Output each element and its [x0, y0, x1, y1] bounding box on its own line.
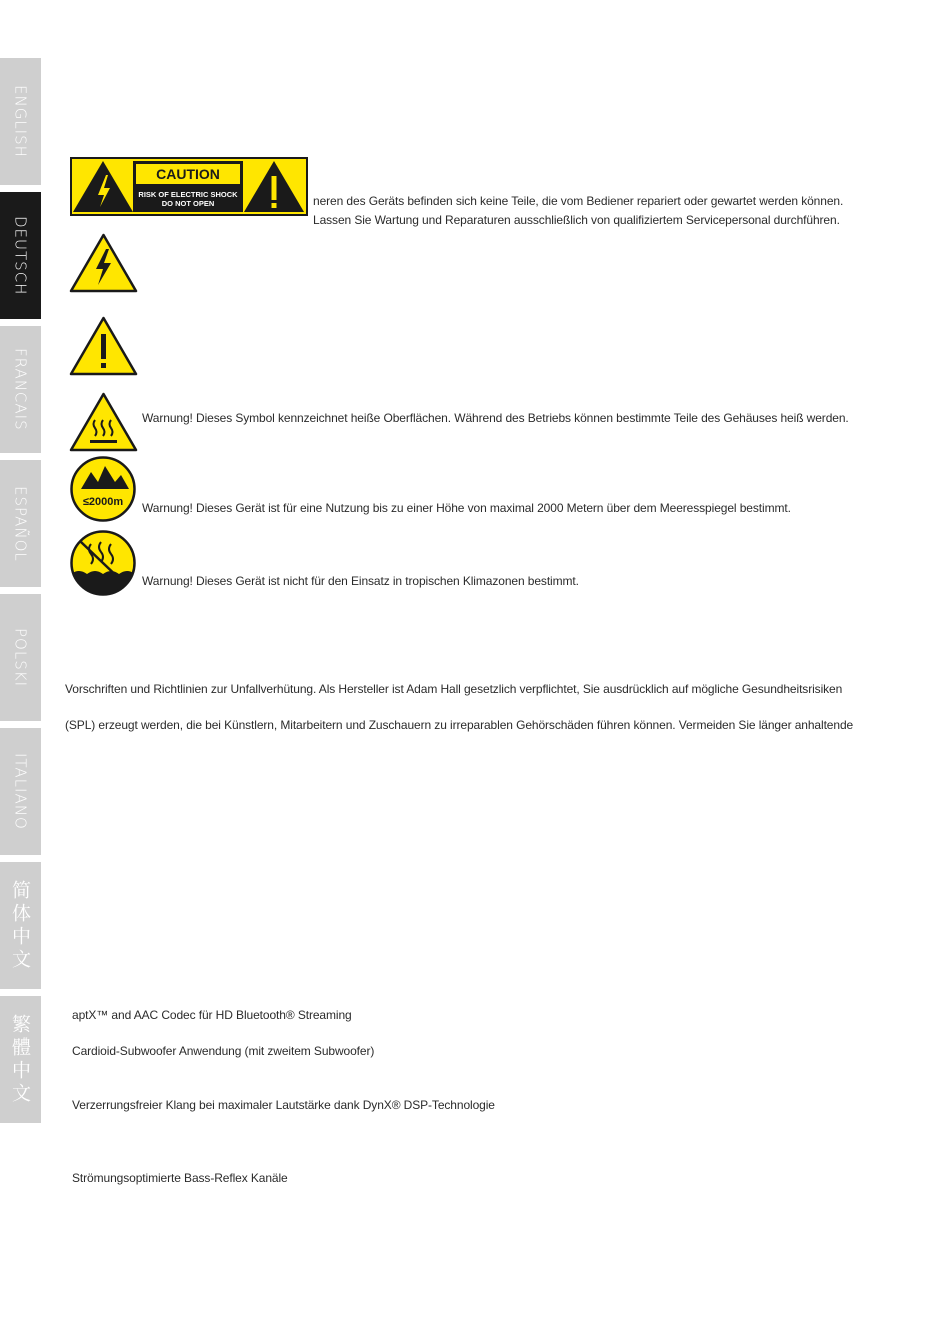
feature-item: Verzerrungsfreier Klang bei maximaler Lautstärke dank DynX® DSP-Technologie — [72, 1098, 495, 1112]
no-tropical-climate-icon — [69, 530, 137, 596]
tab-italiano[interactable] — [0, 728, 41, 855]
electric-shock-icon — [69, 233, 138, 293]
caution-line-1: RISK OF ELECTRIC SHOCK — [138, 190, 238, 199]
feature-item: Strömungsoptimierte Bass-Reflex Kanäle — [72, 1171, 288, 1185]
caution-label-icon — [70, 157, 308, 216]
safety-text-line-1: Vorschriften und Richtlinien zur Unfallverhütung. Als Hersteller ist Adam Hall gesetzlich verpflichtet, Sie ausdrücklich auf mögliche Gesundheitsrisiken — [65, 682, 843, 696]
service-text-line-1: neren des Geräts befinden sich keine Teile, die vom Bediener repariert oder gewartet werden können. — [313, 194, 844, 208]
tab-label: 简体中文 — [9, 879, 31, 972]
hot-surface-icon — [69, 392, 138, 452]
tab-espanol[interactable] — [0, 460, 41, 587]
altitude-badge-label: ≤2000m — [82, 496, 124, 508]
caution-line-2: DO NOT OPEN — [161, 199, 215, 208]
tab-francais[interactable] — [0, 326, 41, 453]
tab-label: DEUTSCH — [11, 215, 30, 296]
service-text-line-2: Lassen Sie Wartung und Reparaturen ausschließlich von qualifiziertem Servicepersonal durchführen. — [313, 213, 840, 227]
tropical-climate-warning: Warnung! Dieses Gerät ist nicht für den Einsatz in tropischen Klimazonen bestimmt. — [142, 574, 579, 588]
tab-traditional-chinese[interactable] — [0, 996, 41, 1123]
feature-item: Cardioid-Subwoofer Anwendung (mit zweitem Subwoofer) — [72, 1044, 375, 1058]
tab-simplified-chinese[interactable] — [0, 862, 41, 989]
tab-label: POLSKI — [11, 628, 30, 687]
tab-label: ITALIANO — [11, 753, 30, 830]
caution-title: CAUTION — [156, 166, 220, 182]
tab-label: ESPAÑOL — [11, 485, 30, 562]
tab-deutsch[interactable] — [0, 192, 41, 319]
altitude-warning: Warnung! Dieses Gerät ist für eine Nutzung bis zu einer Höhe von maximal 2000 Metern über dem Meeresspiegel bestimmt. — [142, 501, 791, 515]
exclamation-warning-icon — [69, 316, 138, 376]
tab-label: ENGLISH — [11, 85, 30, 158]
hot-surface-warning: Warnung! Dieses Symbol kennzeichnet heiße Oberflächen. Während des Betriebs können bestimmte Teile des Gehäuses heiß werden. — [142, 411, 849, 425]
tab-english[interactable] — [0, 58, 41, 185]
feature-item: aptX™ and AAC Codec für HD Bluetooth® Streaming — [72, 1008, 352, 1022]
tab-polski[interactable] — [0, 594, 41, 721]
altitude-limit-icon — [69, 456, 137, 522]
tab-label: FRANCAIS — [11, 348, 30, 431]
tab-label: 繁體中文 — [9, 1013, 31, 1106]
safety-text-line-2: (SPL) erzeugt werden, die bei Künstlern, Mitarbeitern und Zuschauern zu irreparablen Gehörschäden führen können. Vermeiden Sie länger anhaltende — [65, 718, 854, 732]
